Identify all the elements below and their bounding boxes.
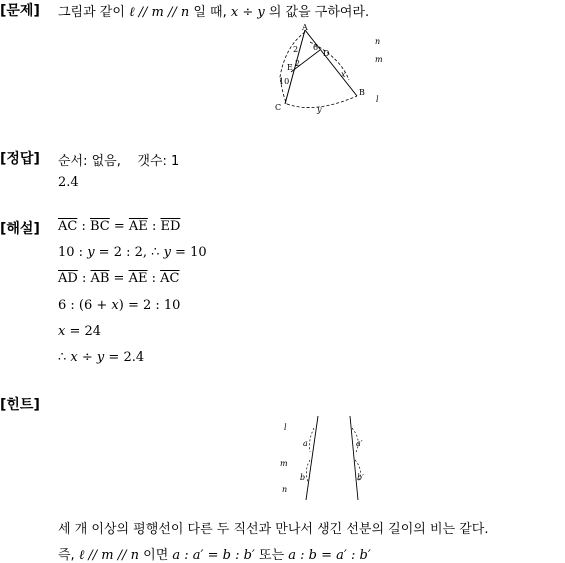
hint-text2-prefix: 즉,: [58, 548, 79, 563]
hint-label-n: n: [282, 485, 288, 494]
hint-figure: [270, 410, 380, 505]
answer-value: 2.4: [58, 175, 79, 190]
label-A: A: [302, 23, 308, 32]
hint-label-b-prime: b′: [357, 473, 364, 482]
problem-text-prefix: 그림과 같이: [58, 5, 130, 20]
label-D: D: [323, 49, 330, 58]
solution-line-6: ∴ x ÷ y = 2.4: [58, 350, 145, 365]
figure-arc-bottom: [287, 96, 357, 108]
line-AB: [305, 30, 357, 96]
solution-line-1: $\overline{AC}$ : $\overline{BC} = \overline{AE}$ : $\overline{ED}$: [58, 219, 181, 234]
solution-line-3: $\overline{AD}$ : $\overline{AB} = \overline{AE}$ : $\overline{AC}$: [58, 271, 180, 286]
label-x: x: [341, 70, 346, 79]
problem-figure: [265, 22, 395, 117]
label-two-2: 2: [295, 59, 301, 68]
label-l: l: [376, 95, 379, 104]
problem-parallel-math: ℓ // m // n: [129, 5, 190, 20]
hint-text2-math: ℓ // m // n: [78, 548, 139, 563]
solution-line-4: 6 : (6 + x) = 2 : 10: [58, 298, 181, 313]
hint-label-l: l: [284, 423, 287, 432]
label-y: y: [317, 105, 322, 114]
solution-header: [해설]: [0, 221, 40, 237]
solution-line-2: 10 : y = 2 : 2, ∴ y = 10: [58, 245, 207, 260]
hint-text2-mid2: 또는: [254, 548, 289, 563]
hint-text2-mid: 이면: [139, 548, 173, 563]
hint-label-a: a: [303, 439, 308, 448]
hint-line-left: [306, 416, 318, 500]
hint-label-b: b: [300, 473, 306, 482]
problem-header: [문제]: [0, 3, 40, 19]
hint-text2-math2: a : a′ = b : b′: [172, 548, 255, 563]
label-C: C: [275, 103, 282, 112]
hint-label-a-prime: a′: [356, 439, 363, 448]
answer-header: [정답]: [0, 151, 40, 167]
hint-text-1: 세 개 이상의 평행선이 다른 두 직선과 만나서 생긴 선분의 길이의 비는 같다.: [58, 522, 489, 537]
hint-text2-math3: a : b = a′ : b′: [288, 548, 371, 563]
hint-line-right: [350, 416, 358, 500]
solution-line-5: x = 24: [58, 324, 102, 339]
label-two-1: 2: [293, 45, 299, 54]
answer-line1: 순서: 없음, 갯수: 1: [58, 154, 180, 169]
hint-header: [힌트]: [0, 397, 40, 413]
label-n: n: [375, 37, 381, 46]
label-six: 6: [313, 43, 319, 52]
problem-text-suffix: 의 값을 구하여라.: [264, 5, 370, 20]
label-ten: 10: [279, 77, 290, 86]
problem-text-mid: 일 때,: [189, 5, 231, 20]
problem-text: [58, 1, 369, 20]
label-E: E: [287, 63, 293, 72]
hint-text-2: [58, 544, 371, 563]
label-B: B: [359, 88, 365, 97]
hint-label-m: m: [280, 459, 288, 468]
label-m: m: [375, 55, 383, 64]
problem-expression-math: x ÷ y: [230, 5, 265, 20]
